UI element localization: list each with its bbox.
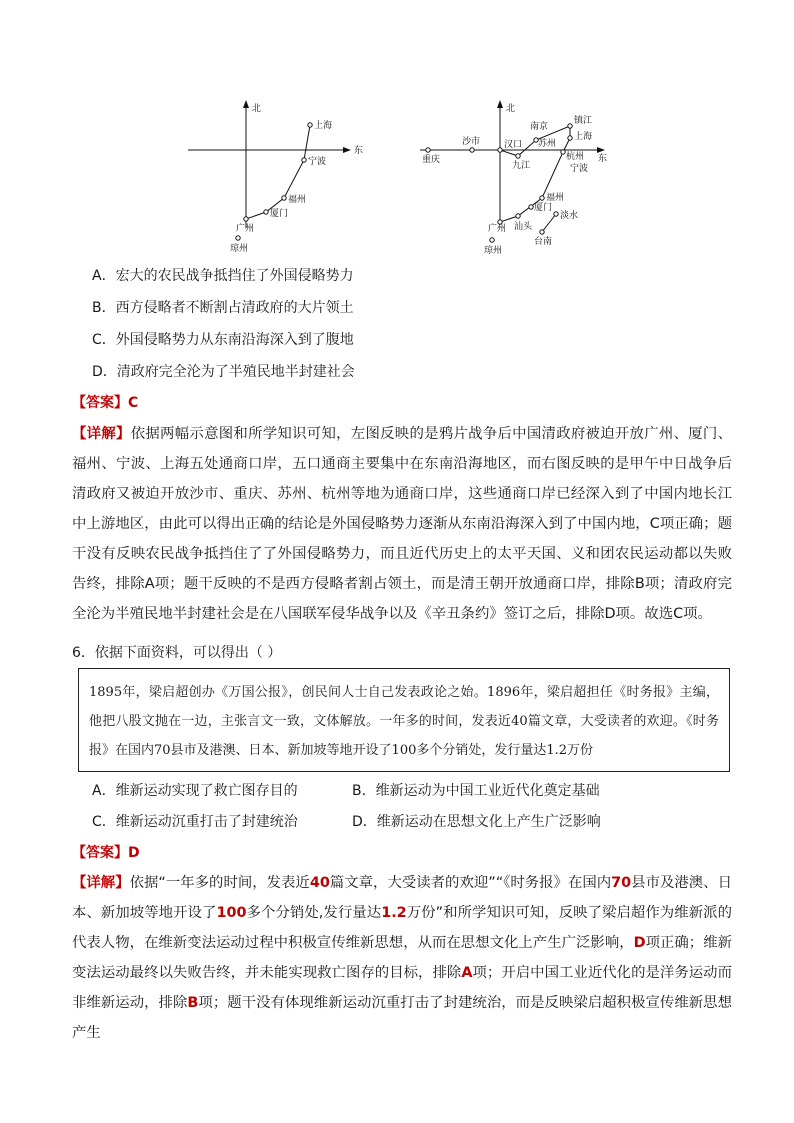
city-label: 福州: [288, 195, 307, 205]
city-label: 九江: [512, 161, 531, 171]
answer-label: 【答案】: [72, 845, 128, 861]
explain-label: 【详解】: [72, 426, 131, 442]
city-label: 南京: [530, 122, 549, 132]
q6-option-c: C．维新运动沉重打击了封建统治: [92, 814, 298, 830]
taiwan-route: [542, 214, 556, 232]
arrow-east-icon: [597, 147, 605, 153]
city-label: 杭州: [566, 152, 585, 162]
city-label: 宁波: [308, 157, 327, 167]
q5-explanation: [72, 419, 732, 629]
q6-material: 1895年，梁启超创办《万国公报》，创民间人士自己发表政论之始。1896年，梁启超担任《时务报》主编，他把八股文抛在一边，主张言文一致，文体解放。一年多的时间，发表近40篇文章，大受读者的欢迎。《时务报》在国内70县市及港澳、日本、新加坡等地开设了100多个分销处，发行量达1.2万份: [89, 685, 719, 758]
city-label: 重庆: [422, 155, 441, 165]
east-label: 东: [354, 146, 364, 156]
north-label: 北: [252, 104, 262, 114]
city-label: 镇江: [574, 116, 593, 126]
explain-label: 【详解】: [72, 875, 130, 891]
east-label: 东: [598, 154, 608, 164]
city-label: 苏州: [538, 139, 557, 149]
q6-option-d: D．维新运动在思想文化上产生广泛影响: [352, 814, 601, 830]
q5-answer: [72, 393, 138, 413]
city-label: 广州: [236, 224, 255, 234]
q6-stem: 6．依据下面资料，可以得出（ ）: [72, 645, 282, 661]
map-treaty-ports: [418, 98, 618, 258]
city-label: 厦门: [534, 203, 553, 213]
city-label: 台南: [534, 237, 553, 247]
q5-option-d: D．清政府完全沦为了半殖民地半封建社会: [92, 364, 355, 380]
city-label: 上海: [574, 132, 593, 142]
city-label: 上海: [314, 121, 333, 131]
city-label: 淡水: [560, 211, 579, 221]
q5-option-a: A．宏大的农民战争抵挡住了外国侵略势力: [92, 268, 354, 284]
city-label: 汕头: [514, 222, 533, 232]
map-five-ports: [186, 98, 366, 258]
q6-material-box: [78, 668, 730, 772]
answer-value: D: [128, 845, 140, 861]
city-label: 广州: [488, 224, 507, 234]
q5-option-c: C．外国侵略势力从东南沿海深入到了腹地: [92, 332, 354, 348]
city-label: 汉口: [504, 140, 523, 150]
city-label: 琼州: [484, 246, 503, 256]
answer-label: 【答案】: [72, 395, 128, 411]
q6-explanation: 【详解】依据“一年多的时间，发表近40篇文章，大受读者的欢迎”“《时务报》在国内70县市及港澳、日本、新加坡等地开设了100多个分销处,发行量达1.2万份”和所学知识可知，反映了梁启超作为维新派的代表人物，在维新变法运动过程中积极宣传维新思想，从而在思想文化上产生广泛影响，D项正确；维新变法运动最终以失败告终，并未能实现救亡图存的目标，排除A项；开启中国工业近代化的是洋务运动而非维新运动，排除B项；题干没有体现维新运动沉重打击了封建统治，而是反映梁启超积极宣传维新思想产生: [72, 875, 732, 1041]
explain-text: 依据两幅示意图和所学知识可知，左图反映的是鸦片战争后中国清政府被迫开放广州、厦门、福州、宁波、上海五处通商口岸，五口通商主要集中在东南沿海地区，而右图反映的是甲午中日战争后清政府又被迫开放沙市、重庆、苏州、杭州等地为通商口岸，这些通商口岸已经深入到了中国内地长江中上游地区，由此可以得出正确的结论是外国侵略势力逐渐从东南沿海深入到了中国内地，C项正确；题干没有反映农民战争抵挡住了了外国侵略势力，而且近代历史上的太平天国、义和团农民运动都以失败告终，排除A项；题干反映的不是西方侵略者割占领土，而是清王朝开放通商口岸，排除B项；清政府完全沦为半殖民地半封建社会是在八国联军侵华战争以及《辛丑条约》签订之后，排除D项。故选C项。: [72, 426, 732, 622]
city-label: 沙市: [462, 137, 481, 147]
answer-value: C: [128, 395, 139, 411]
q6-option-b: B．维新运动为中国工业近代化奠定基础: [352, 783, 600, 799]
arrow-east-icon: [343, 147, 351, 153]
city-label: 琼州: [230, 244, 249, 254]
arrow-north-icon: [243, 100, 249, 108]
city-label: 厦门: [270, 209, 289, 219]
city-label: 福州: [546, 193, 565, 203]
q6-option-a: A．维新运动实现了救亡图存目的: [92, 783, 298, 799]
north-label: 北: [506, 104, 516, 114]
q5-option-b: B．西方侵略者不断割占清政府的大片领土: [92, 300, 354, 316]
city-label: 宁波: [570, 164, 589, 174]
q6-answer: [72, 843, 140, 863]
arrow-north-icon: [497, 100, 503, 108]
